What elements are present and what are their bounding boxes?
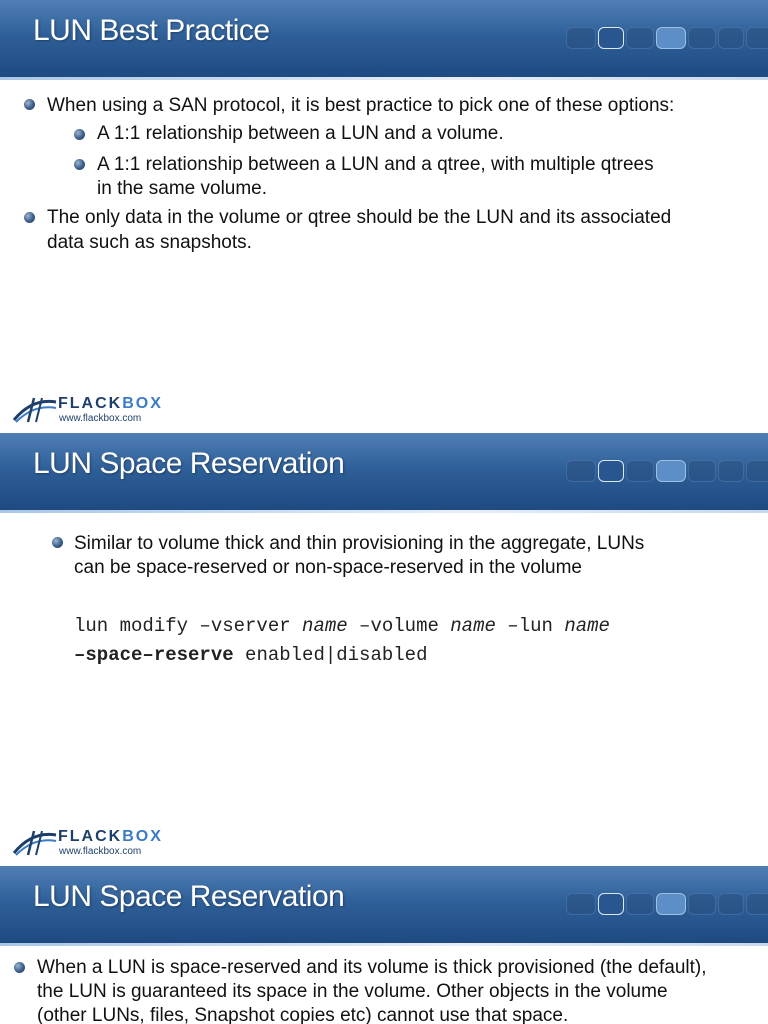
cli-command-continued: –space–reserve enabled|disabled (74, 644, 428, 666)
header-decoration (566, 27, 768, 49)
bullet-text: The only data in the volume or qtree should be the LUN and its associated (47, 207, 672, 228)
logo-url: www.flackbox.com (59, 846, 142, 857)
bullet-text: A 1:1 relationship between a LUN and a qtree, with multiple qtrees (97, 154, 654, 175)
flackbox-bridge-icon (12, 827, 58, 857)
bullet-icon (74, 159, 85, 170)
bullet-icon (14, 962, 25, 973)
flackbox-logo (12, 394, 172, 428)
bullet-text: Similar to volume thick and thin provisioning in the aggregate, LUNs (74, 533, 645, 554)
slide-header (0, 866, 768, 946)
bullet-icon (74, 129, 85, 140)
slide-lun-space-reservation (0, 433, 768, 866)
header-decoration (566, 460, 768, 482)
bullet-icon (24, 99, 35, 110)
bullet-text-continued: can be space-reserved or non-space-reserved in the volume (74, 557, 582, 578)
bullet-text: A 1:1 relationship between a LUN and a volume. (97, 123, 504, 144)
bullet-icon (24, 212, 35, 223)
slide-lun-space-reservation-2 (0, 866, 768, 1024)
slide-title: LUN Space Reservation (33, 447, 345, 480)
slide-title: LUN Space Reservation (33, 880, 345, 913)
logo-url: www.flackbox.com (59, 413, 142, 424)
bullet-text: When a LUN is space-reserved and its volume is thick provisioned (the default), (37, 957, 707, 978)
bullet-text: When using a SAN protocol, it is best practice to pick one of these options: (47, 95, 675, 116)
bullet-text-continued: (other LUNs, files, Snapshot copies etc) cannot use that space. (37, 1005, 569, 1024)
slide-header (0, 433, 768, 513)
flackbox-bridge-icon (12, 394, 58, 424)
slide-header (0, 0, 768, 80)
logo-brand: FLACKBOX (58, 828, 163, 845)
bullet-text-continued: in the same volume. (97, 178, 268, 199)
slide-title: LUN Best Practice (33, 14, 270, 47)
bullet-text-continued: data such as snapshots. (47, 232, 252, 253)
slide-lun-best-practice (0, 0, 768, 432)
cli-command: lun modify –vserver name –volume name –lun name (74, 615, 610, 637)
bullet-text-continued: the LUN is guaranteed its space in the volume. Other objects in the volume (37, 981, 668, 1002)
bullet-icon (52, 537, 63, 548)
flackbox-logo (12, 827, 172, 861)
header-decoration (566, 893, 768, 915)
logo-brand: FLACKBOX (58, 395, 163, 412)
